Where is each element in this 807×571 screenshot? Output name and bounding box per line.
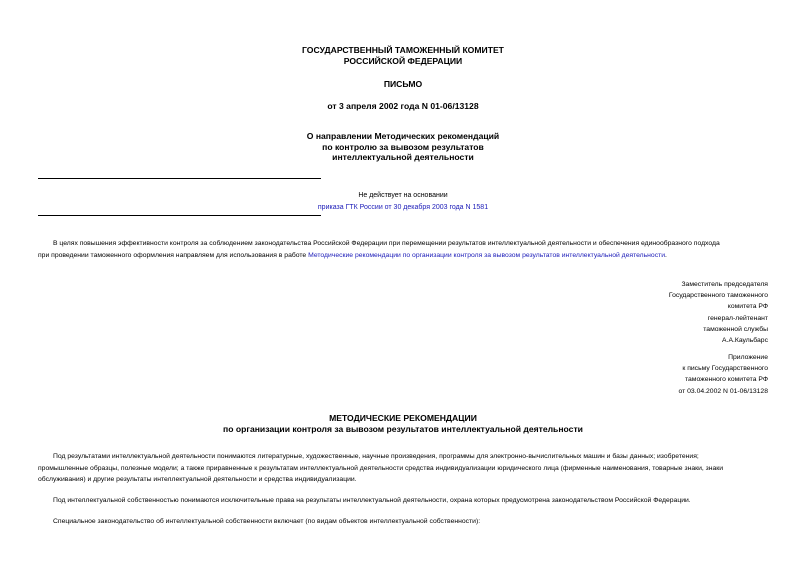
document-date-number [200, 101, 606, 112]
signature-line-2: Государственного таможенного [668, 292, 768, 300]
subject-line-2: по контролю за вывозом результатов [322, 141, 484, 152]
signature-line-5: таможенной службы [703, 325, 768, 333]
document-type-label: ПИСЬМО [383, 79, 423, 89]
notice-divider-top [38, 178, 321, 179]
status-notice-link[interactable]: приказа ГТК России от 30 декабря 2003 года N 1581 [317, 204, 489, 211]
signature-line-3: комитета РФ [727, 303, 768, 311]
letter-body-line-1: В целях повышения эффективности контроля за соблюдением законодательства Российской Федерации при перемещении результатов интеллектуальной деятельности и обеспечения единообразного подхода [53, 240, 720, 247]
recommendations-p2-line-1: Под интеллектуальной собственностью понимаются исключительные права на результаты интеллектуальной деятельности, охрана которых предусмотрена законодательством Российской Федерации. [53, 497, 691, 504]
notice-divider-bottom [38, 215, 321, 216]
recommendations-p1-line-1: Под результатами интеллектуальной деятельности понимаются литературные, художественные, научные произведения, программы для электронно-вычислительных машин и базы данных; изобретения; [53, 453, 699, 460]
recommendations-title: МЕТОДИЧЕСКИЕ РЕКОМЕНДАЦИИ [329, 413, 477, 423]
appendix-line-1: Приложение [728, 354, 768, 361]
subject-line-1: О направлении Методических рекомендаций [306, 131, 500, 141]
status-notice-text: Не действует на основании [358, 192, 448, 199]
subject-line-3: интеллектуальной деятельности [332, 152, 474, 162]
letter-body-line-2-end: . [665, 251, 667, 259]
appendix-line-4: от 03.04.2002 N 01-06/13128 [678, 387, 768, 395]
document-date-number-label: от 3 апреля 2002 года N 01-06/13128 [327, 101, 479, 111]
recommendations-link[interactable]: Методические рекомендации по организации контроля за вывозом результатов интеллектуальной деятельности [308, 251, 666, 259]
recommendations-subtitle: по организации контроля за вывозом результатов интеллектуальной деятельности [223, 424, 583, 434]
appendix-line-2: к письму Государственного [682, 365, 768, 373]
letter-body-line-2 [38, 250, 766, 262]
issuer-heading [200, 45, 606, 66]
recommendations-paragraph-3 [38, 516, 766, 528]
status-notice [200, 190, 606, 214]
issuer-line-1: ГОСУДАРСТВЕННЫЙ ТАМОЖЕННЫЙ КОМИТЕТ [302, 45, 504, 55]
signature-line-1: Заместитель председателя [681, 281, 768, 288]
signature-line-6: А.А.Каульбарс [722, 337, 768, 345]
recommendations-paragraph-1 [38, 451, 766, 486]
recommendations-p1-line-2: промышленные образцы, полезные модели; а также приравненные к результатам интеллектуальной деятельности средства индивидуализации юридического лица (фирменные наименования, товарные знаки, знаки [38, 464, 724, 472]
recommendations-heading [150, 413, 656, 435]
signature-line-4: генерал-лейтенант [707, 314, 768, 322]
appendix-reference [568, 352, 768, 397]
signature-block [568, 279, 768, 346]
appendix-line-3: таможенного комитета РФ [684, 376, 768, 384]
document-subject [200, 131, 606, 163]
recommendations-p3-line-1: Специальное законодательство об интеллектуальной собственности включает (по видам объектов интеллектуальной собственности): [53, 518, 481, 525]
letter-body-paragraph [38, 238, 766, 261]
recommendations-paragraph-2 [38, 495, 766, 507]
issuer-line-2: РОССИЙСКОЙ ФЕДЕРАЦИИ [343, 55, 463, 66]
recommendations-p1-line-3: обслуживания) и другие результаты интеллектуальной деятельности и средства индивидуализации. [38, 476, 357, 483]
document-type [200, 79, 606, 90]
letter-body-line-2-text: при проведении таможенного оформления направляем для использования в работе [38, 251, 309, 259]
